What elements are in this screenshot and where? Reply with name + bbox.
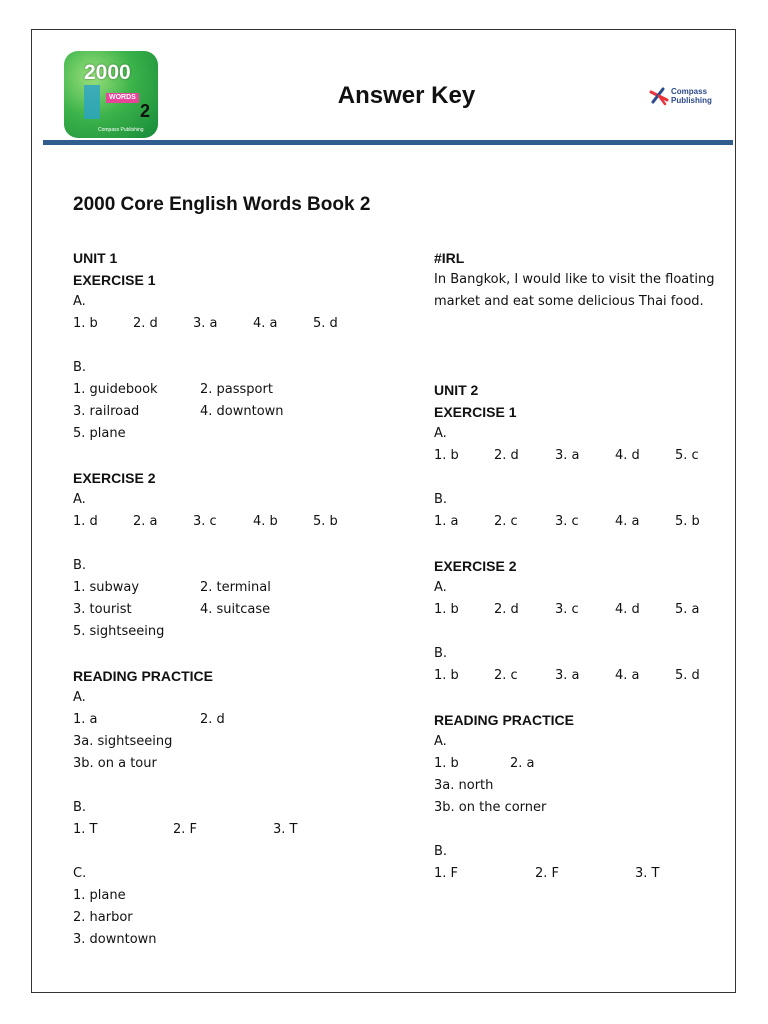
section-label: B.	[434, 646, 448, 661]
answer: 5. c	[675, 448, 699, 463]
page-title: Answer Key	[337, 82, 476, 109]
answer: 1. b	[73, 316, 98, 331]
reading-heading: READING PRACTICE	[73, 668, 214, 684]
answer: 4. a	[253, 316, 278, 331]
answer: 2. a	[133, 514, 158, 529]
answer: 2. c	[494, 668, 518, 683]
answer: 4. downtown	[200, 404, 284, 419]
answer: 3. c	[193, 514, 217, 529]
answer: 1. d	[73, 514, 98, 529]
exercise-heading: EXERCISE 1	[434, 404, 517, 420]
unit-heading: UNIT 2	[434, 382, 479, 398]
answer: 5. b	[313, 514, 338, 529]
answer: 1. b	[434, 448, 459, 463]
answer-row	[434, 599, 714, 621]
answer: 4. d	[615, 448, 640, 463]
answer: 2. d	[494, 602, 519, 617]
answer: 4. d	[615, 602, 640, 617]
answer: 5. d	[675, 668, 700, 683]
answer: 3. T	[635, 866, 660, 881]
compass-star-icon	[649, 86, 669, 106]
answer-row	[434, 753, 714, 775]
book-title: 2000 Core English Words Book 2	[73, 194, 371, 215]
section-label: A.	[73, 690, 86, 705]
section-label: C.	[73, 866, 87, 881]
unit-heading: UNIT 1	[73, 250, 118, 266]
section-label: B.	[73, 558, 87, 573]
answer: 4. a	[615, 668, 640, 683]
answer: 2. F	[173, 822, 198, 837]
answer-row	[434, 445, 714, 467]
header-rule	[43, 140, 733, 145]
answer: 1. T	[73, 822, 98, 837]
answer: 3. railroad	[73, 404, 140, 419]
logo-line-1: Compass	[671, 87, 708, 96]
answer: 5. a	[675, 602, 700, 617]
exercise-heading: EXERCISE 2	[73, 470, 156, 486]
cover-number: 2000	[84, 61, 131, 84]
answer-row	[434, 511, 714, 533]
answer: 3a. north	[434, 778, 494, 793]
answer-row	[73, 511, 403, 533]
answer: 4. a	[615, 514, 640, 529]
answer: 3. c	[555, 602, 579, 617]
answer: 5. d	[313, 316, 338, 331]
answer: 2. terminal	[200, 580, 271, 595]
answer: 1. a	[73, 712, 98, 727]
answer: 3. tourist	[73, 602, 132, 617]
cover-volume: 2	[139, 101, 150, 121]
answer: 3. T	[273, 822, 298, 837]
answer: 2. d	[133, 316, 158, 331]
answer: 3. a	[555, 668, 580, 683]
answer: 5. b	[675, 514, 700, 529]
answer: 3a. sightseeing	[73, 734, 173, 749]
answer: 3b. on the corner	[434, 800, 547, 815]
section-label: B.	[73, 360, 87, 375]
answer: 1. subway	[73, 580, 140, 595]
answer: 3. downtown	[73, 932, 157, 947]
section-label: A.	[73, 492, 86, 507]
logo-line-2: Publishing	[671, 96, 712, 105]
section-label: A.	[73, 294, 86, 309]
answer-row	[73, 819, 403, 841]
section-label: A.	[434, 580, 447, 595]
answer-row	[73, 313, 403, 335]
left-column	[73, 247, 403, 951]
answer: 1. plane	[73, 888, 126, 903]
answer: 3. a	[555, 448, 580, 463]
answer-row	[73, 379, 403, 401]
exercise-heading: EXERCISE 1	[73, 272, 156, 288]
answer: 2. a	[510, 756, 535, 771]
answer: 5. sightseeing	[73, 624, 165, 639]
answer: 1. guidebook	[73, 382, 158, 397]
answer: 1. b	[434, 602, 459, 617]
answer-row	[434, 863, 714, 885]
irl-text-line: market and eat some delicious Thai food.	[434, 294, 704, 309]
answer-row	[73, 709, 403, 731]
section-label: B.	[73, 800, 87, 815]
answer: 1. b	[434, 668, 459, 683]
answer: 2. F	[535, 866, 560, 881]
answer-row	[73, 599, 403, 621]
answer: 2. d	[494, 448, 519, 463]
section-label: A.	[434, 734, 447, 749]
answer: 1. b	[434, 756, 459, 771]
reading-heading: READING PRACTICE	[434, 712, 575, 728]
answer: 2. d	[200, 712, 225, 727]
answer: 2. c	[494, 514, 518, 529]
answer-row	[73, 401, 403, 423]
cover-publisher: Compass Publishing	[98, 127, 144, 133]
answer: 1. a	[434, 514, 459, 529]
answer: 3. a	[193, 316, 218, 331]
answer-row	[434, 665, 714, 687]
compass-publishing-logo	[649, 86, 712, 106]
answer: 3. c	[555, 514, 579, 529]
section-label: A.	[434, 426, 447, 441]
irl-text-line: In Bangkok, I would like to visit the floating	[434, 272, 715, 287]
answer: 3b. on a tour	[73, 756, 157, 771]
answer: 2. harbor	[73, 910, 133, 925]
section-label: B.	[434, 492, 448, 507]
cover-words-label: WORDS	[106, 93, 139, 103]
right-column	[434, 247, 714, 885]
answer-row	[73, 577, 403, 599]
answer: 4. suitcase	[200, 602, 271, 617]
answer: 4. b	[253, 514, 278, 529]
answer: 5. plane	[73, 426, 126, 441]
exercise-heading: EXERCISE 2	[434, 558, 517, 574]
section-label: B.	[434, 844, 448, 859]
answer: 1. F	[434, 866, 459, 881]
irl-heading: #IRL	[434, 250, 465, 266]
answer: 2. passport	[200, 382, 273, 397]
